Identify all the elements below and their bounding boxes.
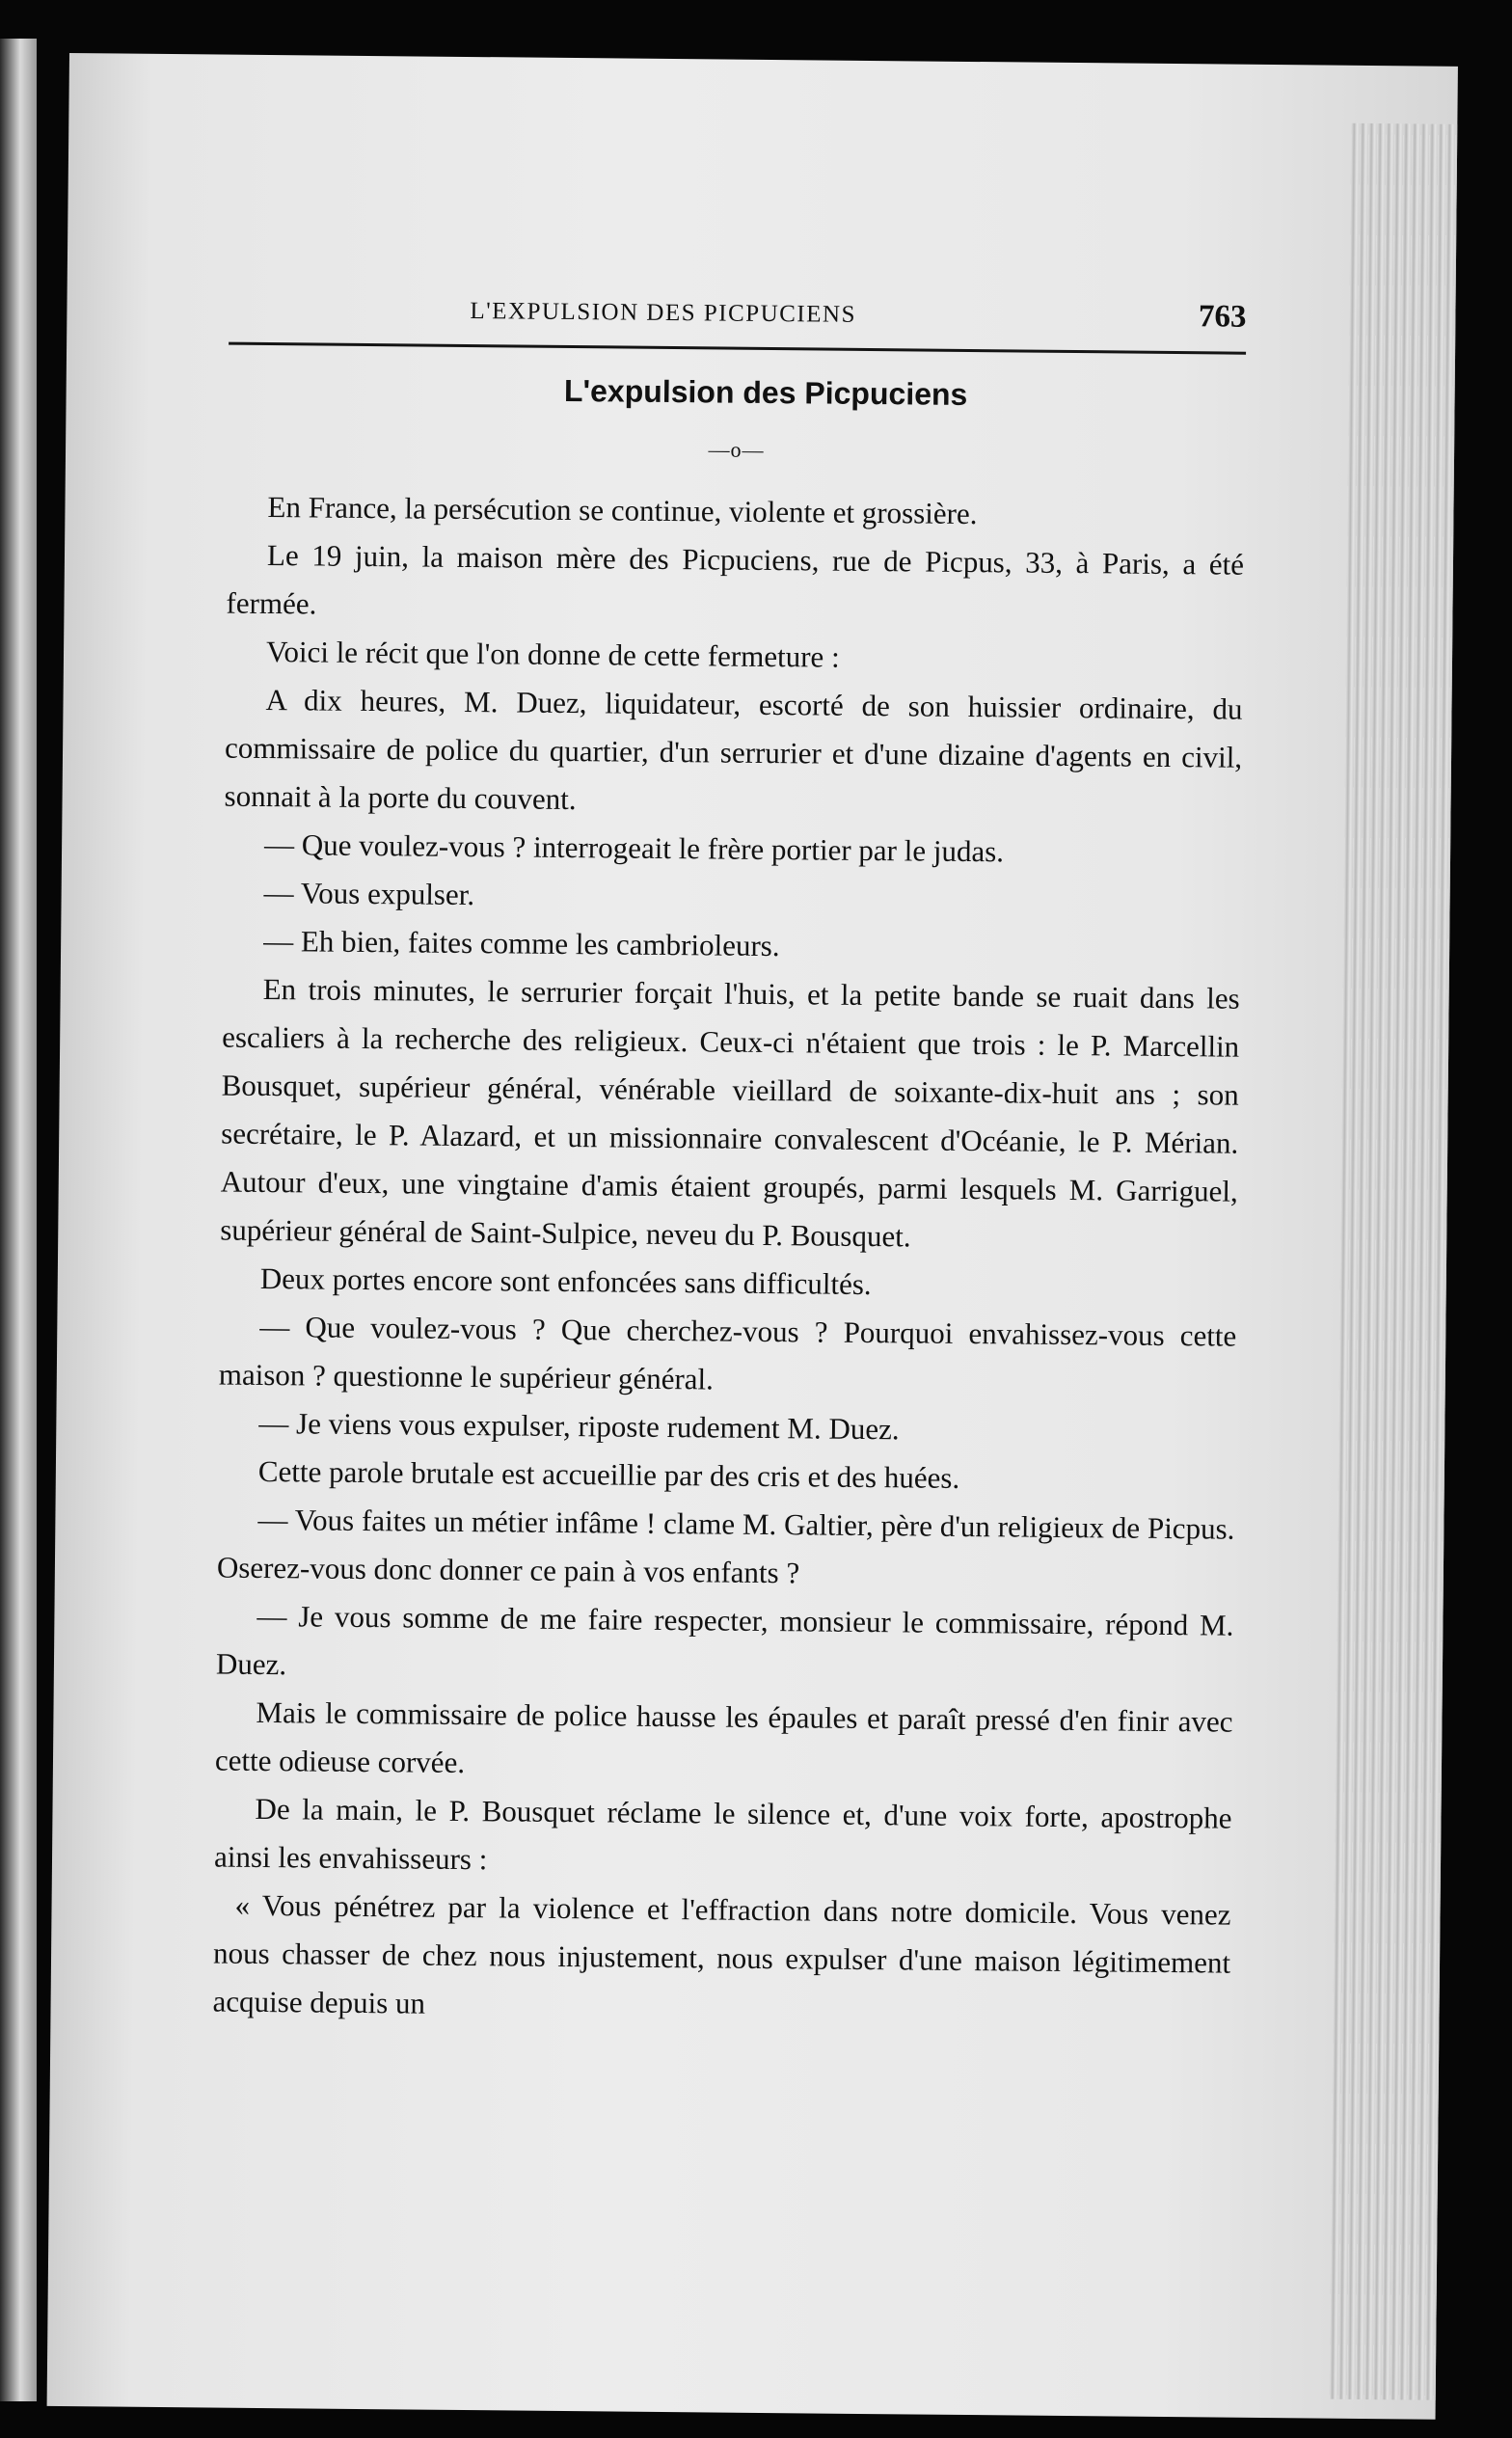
paragraph: Deux portes encore sont enfoncées sans difficultés.: [259, 1260, 872, 1302]
paragraph: De la main, le P. Bousquet réclame le silence et, d'une voix forte, apostrophe ainsi les envahisseurs :: [213, 1791, 1232, 1877]
paragraph: En France, la persécution se continue, violente et grossière.: [267, 489, 978, 531]
paragraph: Mais le commissaire de police hausse les épaules et paraît pressé d'en finir avec cette odieuse corvée.: [214, 1694, 1233, 1780]
paragraph: — Que voulez-vous ? Que cherchez-vous ? Pourquoi envahissez-vous cette maison ? questionne le supérieur général.: [218, 1309, 1237, 1396]
paragraph: — Vous expulser.: [263, 875, 475, 912]
paragraph: Cette parole brutale est accueillie par des cris et des huées.: [257, 1453, 960, 1495]
paragraph: — Je vous somme de me faire respecter, monsieur le commissaire, répond M. Duez.: [215, 1598, 1234, 1682]
paragraph: « Vous pénétrez par la violence et l'effraction dans notre domicile. Vous venez nous chasser de chez nous injustement, nous expulser d'une maison légitimement acquise depuis un: [212, 1887, 1231, 2020]
article-body: [212, 483, 1244, 2036]
paragraph: Le 19 juin, la maison mère des Picpuciens, rue de Picpus, 33, à Paris, a été fermée.: [226, 537, 1245, 621]
paragraph: En trois minutes, le serrurier forçait l'huis, et la petite bande se ruait dans les escaliers à la recherche des religieux. Ceux-ci n'étaient que trois : le P. Marcellin Bousquet, supérieur général, vénérable vieillard de soixante-dix-huit ans ; son secrétaire, le P. Alazard, et un missionnaire convalescent d'Océanie, le P. Mérian. Autour d'eux, une vingtaine d'amis étaient groupés, parmi lesquels M. Garriguel, supérieur général de Saint-Sulpice, neveu du P. Bousquet.: [220, 971, 1240, 1254]
article-title: L'expulsion des Picpuciens: [563, 372, 968, 412]
previous-page-edge: [0, 39, 37, 2401]
running-header: [229, 284, 1247, 355]
paragraph: — Que voulez-vous ? interrogeait le frère portier par le judas.: [263, 826, 1005, 869]
paragraph: — Je viens vous expulser, riposte rudement M. Duez.: [258, 1405, 900, 1447]
page-stack-edges: [1330, 123, 1458, 2400]
book-page: [47, 53, 1458, 2420]
separator: —o—: [708, 437, 765, 462]
paragraph: — Vous faites un métier infâme ! clame M. Galtier, père d'un religieux de Picpus. Oserez-vous donc donner ce pain à vos enfants ?: [216, 1502, 1235, 1590]
text-block: [212, 284, 1246, 2036]
paragraph: Voici le récit que l'on donne de cette fermeture :: [265, 634, 840, 674]
running-title: L'EXPULSION DES PICPUCIENS: [470, 298, 857, 328]
paragraph: — Eh bien, faites comme les cambrioleurs.: [263, 923, 780, 963]
paragraph: A dix heures, M. Duez, liquidateur, escorté de son huissier ordinaire, du commissaire de police du quartier, d'un serrurier et d'une dizaine d'agents en civil, sonnait à la porte du couvent.: [224, 682, 1243, 817]
page-number: 763: [1198, 299, 1247, 335]
